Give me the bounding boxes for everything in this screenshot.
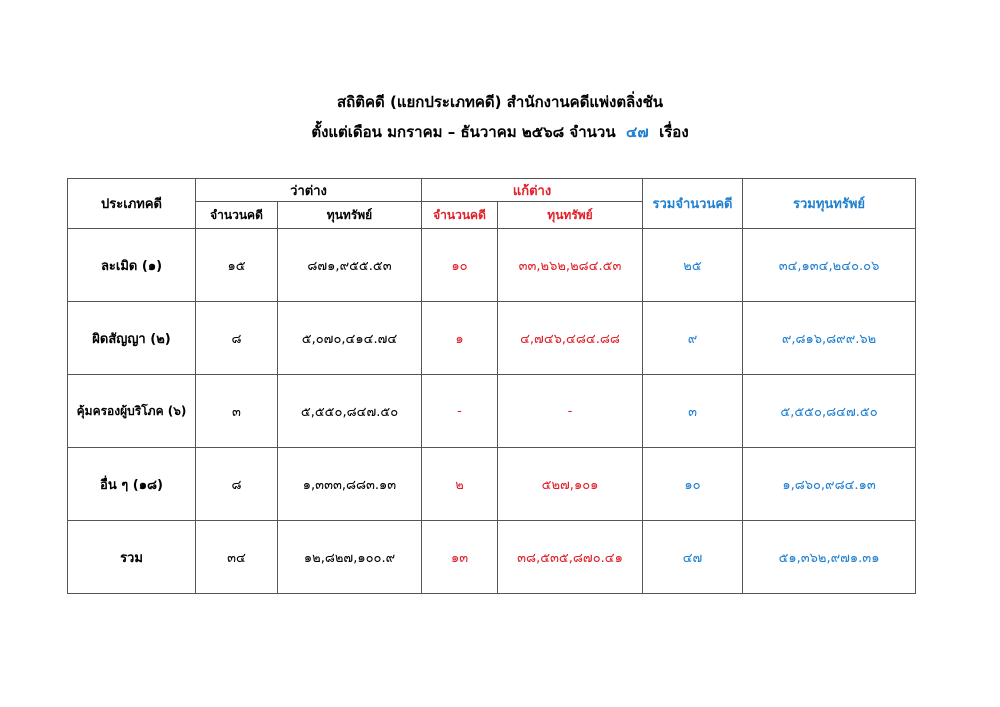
cell-defendant-cases: ๑	[422, 302, 498, 375]
cell-plaintiff-amount: ๑๒,๘๒๗,๑๐๐.๙	[278, 521, 422, 594]
cell-plaintiff-cases: ๘	[196, 448, 278, 521]
cell-plaintiff-cases: ๓๔	[196, 521, 278, 594]
header-defendant: แก้ต่าง	[422, 179, 643, 202]
cell-defendant-amount: ๔,๗๔๖,๔๘๔.๘๘	[498, 302, 643, 375]
cell-total-amount: ๙,๘๑๖,๘๙๙.๖๒	[743, 302, 916, 375]
cell-defendant-amount: ๕๒๗,๑๐๑	[498, 448, 643, 521]
subtitle-count: ๔๗	[626, 123, 649, 141]
cell-plaintiff-amount: ๕,๕๕๐,๘๔๗.๕๐	[278, 375, 422, 448]
cell-total-cases: ๑๐	[643, 448, 743, 521]
cell-total-amount: ๓๔,๑๓๔,๒๔๐.๐๖	[743, 229, 916, 302]
header-total-amount: รวมทุนทรัพย์	[743, 179, 916, 229]
table-row	[68, 302, 916, 375]
cell-plaintiff-cases: ๑๕	[196, 229, 278, 302]
cell-total-amount: ๕,๕๕๐,๘๔๗.๕๐	[743, 375, 916, 448]
table-row	[68, 448, 916, 521]
cell-total-cases: ๒๕	[643, 229, 743, 302]
table-row	[68, 375, 916, 448]
cell-total-amount: ๑,๘๖๐,๙๘๔.๑๓	[743, 448, 916, 521]
cell-plaintiff-amount: ๘๗๑,๙๕๕.๕๓	[278, 229, 422, 302]
cell-plaintiff-cases: ๓	[196, 375, 278, 448]
header-defendant-amount: ทุนทรัพย์	[498, 202, 643, 229]
cell-case-type: คุ้มครองผู้บริโภค (๖)	[68, 375, 196, 448]
header-defendant-cases: จำนวนคดี	[422, 202, 498, 229]
table-row-total	[68, 521, 916, 594]
cell-defendant-amount: ๓๓,๒๖๒,๒๘๔.๕๓	[498, 229, 643, 302]
cell-case-type: รวม	[68, 521, 196, 594]
case-statistics-table	[67, 178, 916, 594]
cell-defendant-amount: -	[498, 375, 643, 448]
cell-case-type: ผิดสัญญา (๒)	[68, 302, 196, 375]
header-total-cases: รวมจำนวนคดี	[643, 179, 743, 229]
cell-plaintiff-amount: ๑,๓๓๓,๘๘๓.๑๓	[278, 448, 422, 521]
subtitle-prefix: ตั้งแต่เดือน มกราคม – ธันวาคม ๒๕๖๘ จำนวน	[311, 123, 616, 141]
cell-total-cases: ๓	[643, 375, 743, 448]
cell-total-amount: ๕๑,๓๖๒,๙๗๑.๓๑	[743, 521, 916, 594]
cell-defendant-cases: ๒	[422, 448, 498, 521]
table-row	[68, 229, 916, 302]
cell-defendant-amount: ๓๘,๕๓๕,๘๗๐.๔๑	[498, 521, 643, 594]
report-subtitle	[0, 122, 1000, 142]
header-plaintiff-cases: จำนวนคดี	[196, 202, 278, 229]
cell-defendant-cases: -	[422, 375, 498, 448]
header-plaintiff: ว่าต่าง	[196, 179, 422, 202]
cell-case-type: อื่น ๆ (๑๘)	[68, 448, 196, 521]
subtitle-suffix: เรื่อง	[659, 123, 689, 141]
cell-plaintiff-amount: ๕,๐๗๐,๔๑๔.๗๔	[278, 302, 422, 375]
header-plaintiff-amount: ทุนทรัพย์	[278, 202, 422, 229]
cell-total-cases: ๔๗	[643, 521, 743, 594]
header-case-type: ประเภทคดี	[68, 179, 196, 229]
cell-defendant-cases: ๑๓	[422, 521, 498, 594]
cell-case-type: ละเมิด (๑)	[68, 229, 196, 302]
cell-plaintiff-cases: ๘	[196, 302, 278, 375]
cell-defendant-cases: ๑๐	[422, 229, 498, 302]
cell-total-cases: ๙	[643, 302, 743, 375]
report-title: สถิติคดี (แยกประเภทคดี) สำนักงานคดีแพ่งตลิ่งชัน	[336, 93, 664, 111]
